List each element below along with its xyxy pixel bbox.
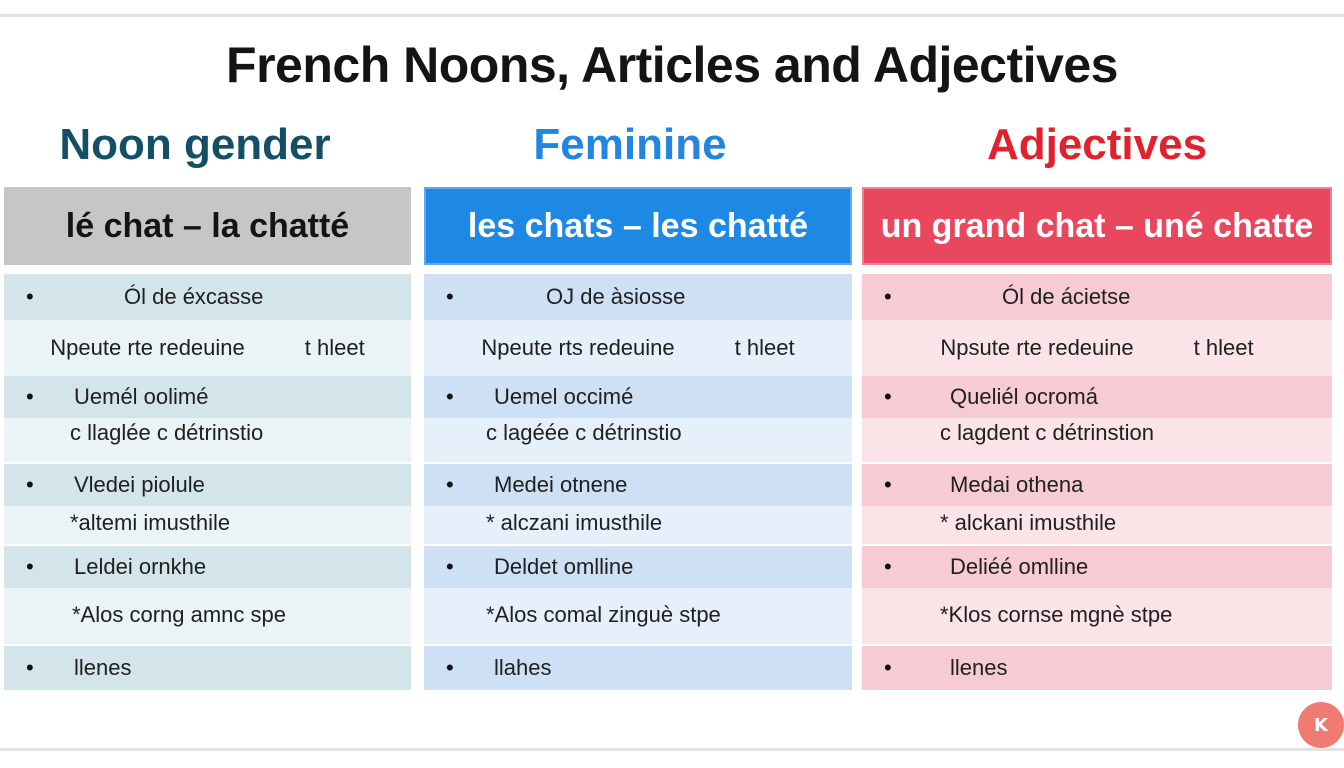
column-heading-noun-gender: Noon gender (59, 120, 331, 169)
list-item-continuation: c lagdent c détrinstion (862, 418, 1332, 462)
bullet-icon: • (884, 472, 892, 497)
list-item (4, 274, 411, 320)
list-item-text: llenes (950, 655, 1008, 680)
list-item (424, 464, 852, 506)
list-item-text: Deliéé omlline (950, 554, 1089, 579)
list-item-text: Ól de ácietse (1002, 284, 1131, 309)
list-item (424, 646, 852, 690)
list-item-text: Deldet omlline (494, 554, 634, 579)
list-item-continuation: *altemi imusthile (4, 506, 411, 544)
bullet-icon: • (446, 284, 454, 309)
bullet-icon: • (26, 554, 34, 579)
list-item (862, 646, 1332, 690)
column-noun-gender (4, 187, 411, 680)
list-item-text: Uemél oolimé (74, 384, 209, 409)
list-item-text: t hleet (304, 335, 365, 360)
bullet-icon: • (446, 554, 454, 579)
list-item-continuation: * alckani imusthile (862, 506, 1332, 544)
list-item-text: Queliél ocromá (950, 384, 1098, 409)
bullet-icon: • (884, 554, 892, 579)
list-item-text: Uemel occimé (494, 384, 634, 409)
bullet-icon: • (26, 284, 34, 309)
list-item-continuation: c llaglée c détrinstio (4, 418, 411, 462)
list-item (862, 376, 1332, 418)
list-item-text: Leldei ornkhe (74, 554, 207, 579)
list-item-text: t hleet (1193, 335, 1254, 360)
list-item (4, 646, 411, 690)
list-item (4, 546, 411, 588)
list-item-text: Medai othena (950, 472, 1084, 497)
column-header-bar: les chats – les chatté (424, 187, 852, 265)
column-heading-feminine: Feminine (533, 120, 727, 169)
column-adjectives (862, 187, 1332, 680)
list-item-continuation: * alczani imusthile (424, 506, 852, 544)
list-item-text: t hleet (734, 335, 795, 360)
list-item-continuation: *Alos comal zinguè stpe (424, 588, 852, 644)
list-item-continuation: *Alos corng amnc spe (4, 588, 411, 644)
list-item-continuation: c lagéée c détrinstio (424, 418, 852, 462)
bullet-icon: • (446, 384, 454, 409)
bullet-icon: • (26, 655, 34, 680)
list-item (862, 464, 1332, 506)
list-item-continuation: *Klos cornse mgnè stpe (862, 588, 1332, 644)
list-item (424, 546, 852, 588)
column-header-bar: lé chat – la chatté (4, 187, 411, 265)
column-header-bar: un grand chat – uné chatte (862, 187, 1332, 265)
brand-logo-icon: K (1298, 702, 1344, 748)
bullet-icon: • (26, 384, 34, 409)
list-item (862, 320, 1332, 376)
bullet-icon: • (446, 472, 454, 497)
list-item-text: Medei otnene (494, 472, 628, 497)
list-item (862, 274, 1332, 320)
list-item (4, 376, 411, 418)
list-item-text: llenes (74, 655, 132, 680)
list-item-text: Ól de éxcasse (124, 284, 264, 309)
list-item-text: Vledei piolule (74, 472, 205, 497)
bullet-icon: • (884, 655, 892, 680)
list-item-text: Npeute rte redeuine (50, 335, 245, 360)
column-feminine (424, 187, 852, 680)
list-item (424, 320, 852, 376)
list-item (424, 376, 852, 418)
list-item-text: Npsute rte redeuine (940, 335, 1134, 360)
bullet-icon: • (26, 472, 34, 497)
list-item-text: Npeute rts redeuine (481, 335, 675, 360)
column-heading-adjectives: Adjectives (986, 120, 1208, 169)
bullet-icon: • (884, 384, 892, 409)
list-item-text: OJ de àsiosse (546, 284, 686, 309)
bottom-divider (0, 748, 1344, 751)
bullet-icon: • (446, 655, 454, 680)
bullet-icon: • (884, 284, 892, 309)
top-divider (0, 14, 1344, 17)
list-item-text: llahes (494, 655, 552, 680)
list-item (4, 464, 411, 506)
list-item (4, 320, 411, 376)
page-title: French Noons, Articles and Adjectives (226, 37, 1118, 93)
list-item (424, 274, 852, 320)
list-item (862, 546, 1332, 588)
